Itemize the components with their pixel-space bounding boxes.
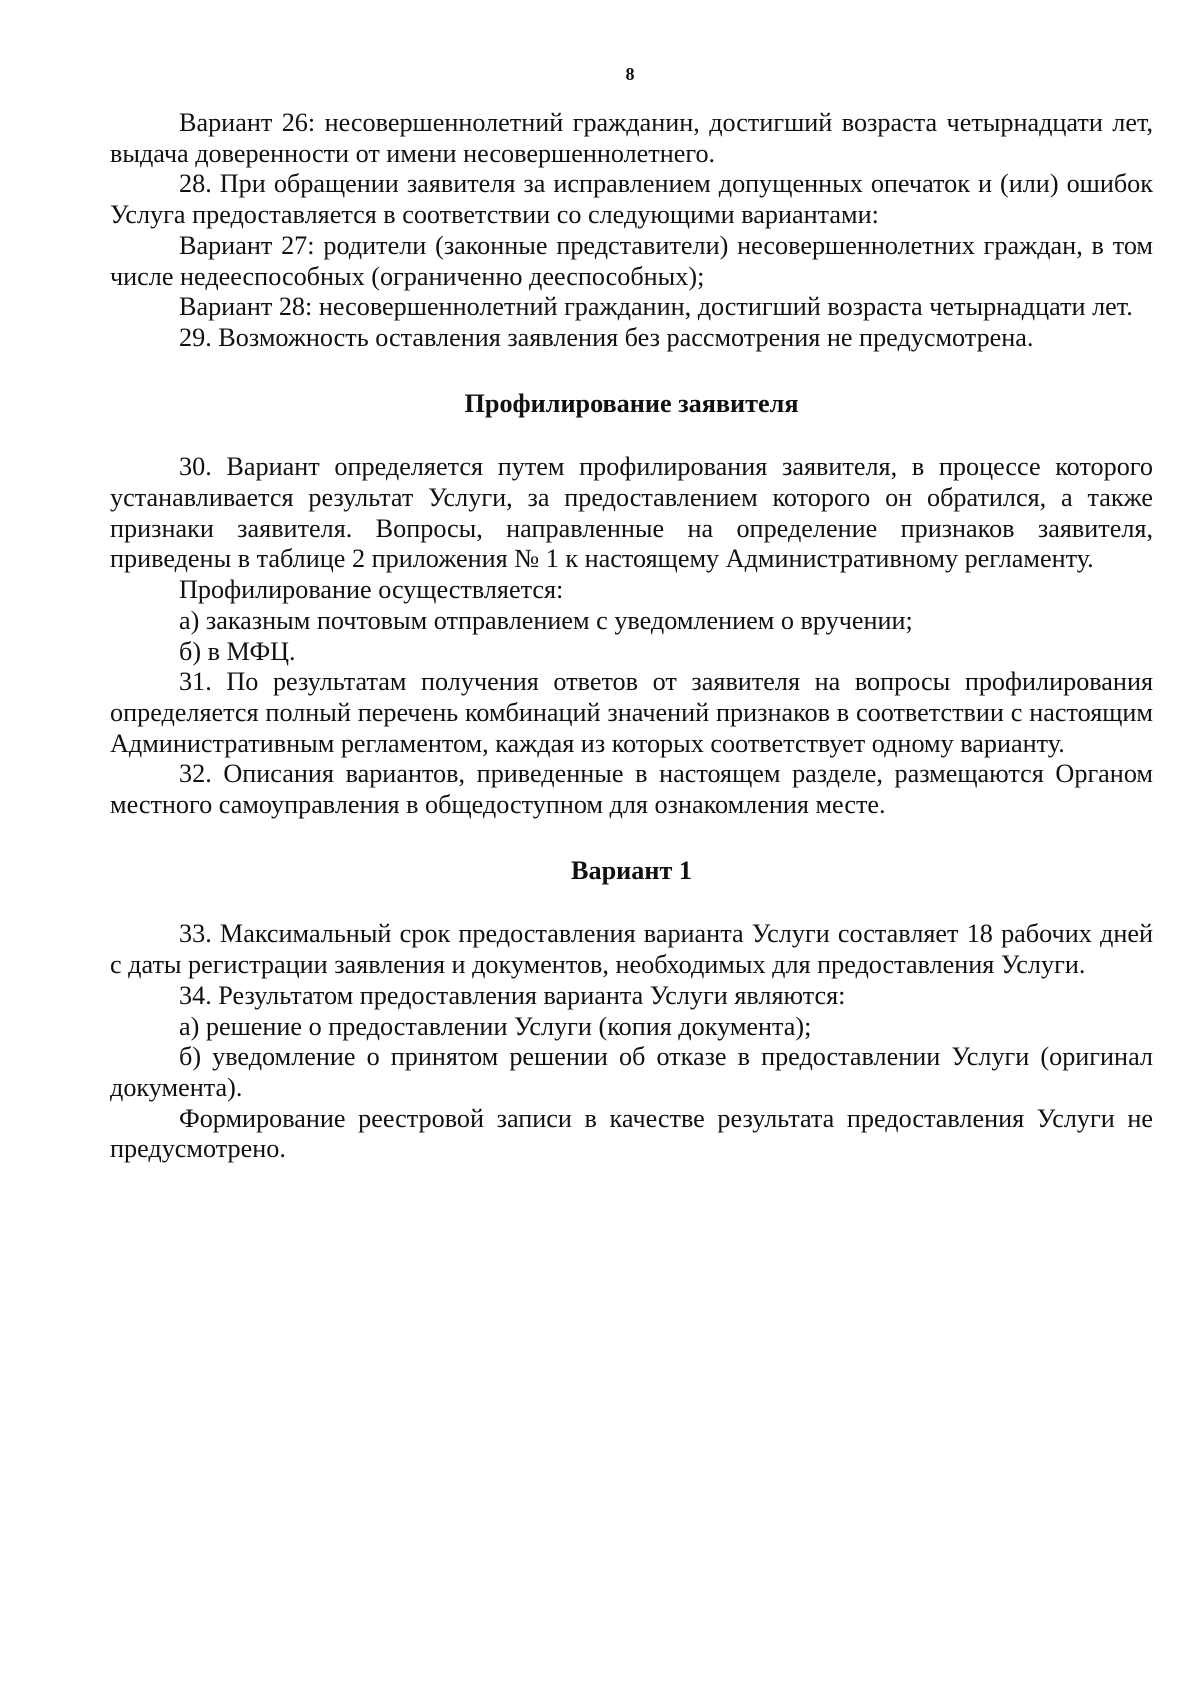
paragraph-29: 29. Возможность оставления заявления без рассмотрения не предусмотрена. <box>179 322 1034 352</box>
section-variant-1-body <box>110 919 1153 1165</box>
page-number: 8 <box>625 64 635 84</box>
paragraph-registry-record: Формирование реестровой записи в качестве результата предоставления Услуги не предусмотрено. <box>110 1103 1153 1164</box>
section-heading-profiling: Профилирование заявителя <box>464 388 799 418</box>
section-profiling-body <box>110 452 1153 820</box>
paragraph-30: 30. Вариант определяется путем профилирования заявителя, в процессе которого устанавливается результат Услуги, за предоставлением которого он обратился, а также признаки заявителя. Вопросы, направленные на определение признаков заявителя, приведены в таблице 2 приложения № 1 к настоящему Административному регламенту. <box>110 452 1153 574</box>
list-item-b-result: б) уведомление о принятом решении об отказе в предоставлении Услуги (оригинал документа). <box>110 1042 1153 1102</box>
list-item-b-profiling: б) в МФЦ. <box>179 636 296 666</box>
section-heading-variant-1: Вариант 1 <box>571 855 692 885</box>
paragraph-profiling-intro: Профилирование осуществляется: <box>179 575 564 605</box>
paragraph-31: 31. По результатам получения ответов от заявителя на вопросы профилирования определяется полный перечень комбинаций значений признаков в соответствии с настоящим Административным регламентом, каждая из которых соответствует одному варианту. <box>110 667 1153 758</box>
paragraph-28: 28. При обращении заявителя за исправлением допущенных опечаток и (или) ошибок Услуга предоставляется в соответствии со следующими вариантами: <box>110 169 1153 230</box>
list-item-a-result: а) решение о предоставлении Услуги (копия документа); <box>179 1011 812 1041</box>
paragraph-33: 33. Максимальный срок предоставления варианта Услуги составляет 18 рабочих дней с даты регистрации заявления и документов, необходимых для предоставления Услуги. <box>110 919 1153 980</box>
paragraph-variant-27: Вариант 27: родители (законные представители) несовершеннолетних граждан, в том числе недееспособных (ограниченно дееспособных); <box>110 230 1153 291</box>
list-item-a-profiling: а) заказным почтовым отправлением с уведомлением о вручении; <box>179 605 913 635</box>
paragraph-variant-28: Вариант 28: несовершеннолетний гражданин, достигший возраста четырнадцати лет. <box>179 292 1133 322</box>
paragraph-variant-26: Вариант 26: несовершеннолетний гражданин, достигший возраста четырнадцати лет, выдача доверенности от имени несовершеннолетнего. <box>110 108 1153 168</box>
document-body <box>110 108 1153 1165</box>
paragraph-34: 34. Результатом предоставления варианта Услуги являются: <box>179 980 846 1010</box>
paragraph-32: 32. Описания вариантов, приведенные в настоящем разделе, размещаются Органом местного самоуправления в общедоступном для ознакомления месте. <box>110 759 1153 820</box>
